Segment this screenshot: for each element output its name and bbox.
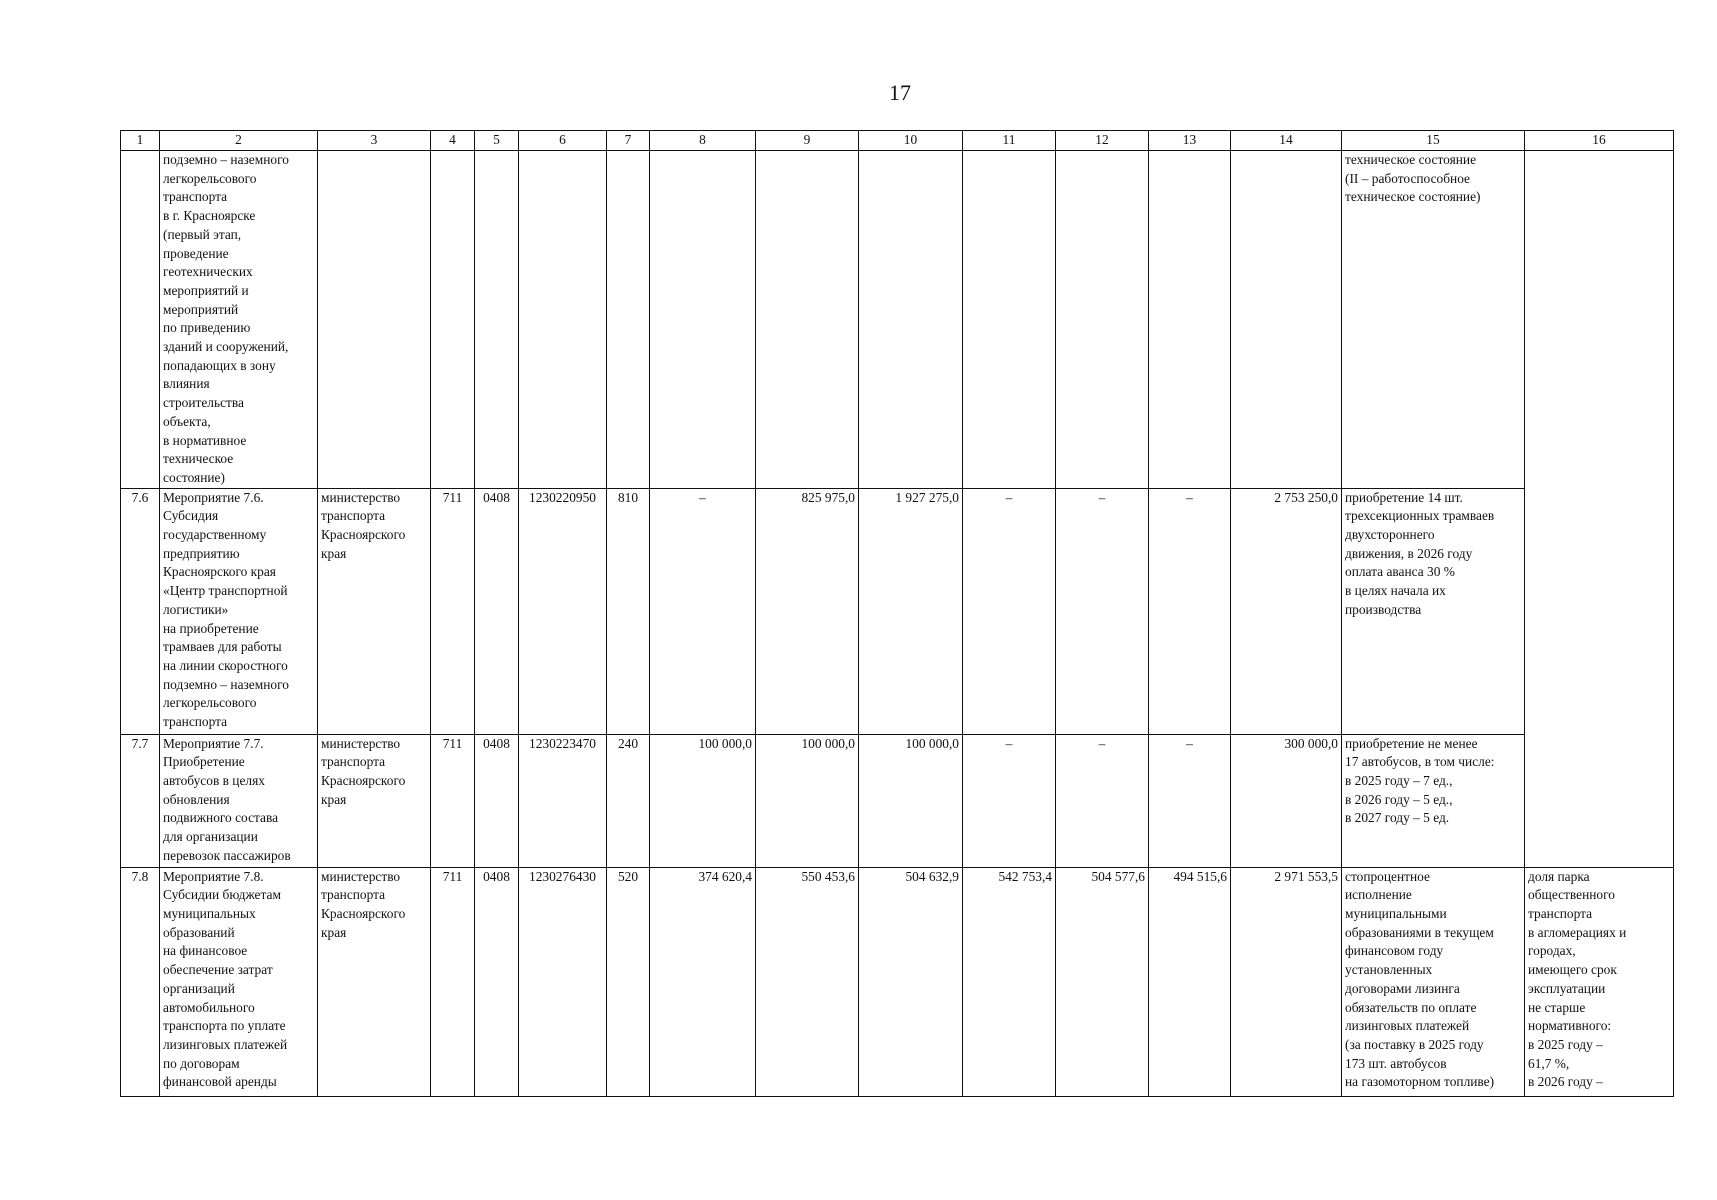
csr-code: 1230276430 xyxy=(519,867,607,1096)
column-header: 5 xyxy=(475,131,519,151)
amount-col-8 xyxy=(650,151,756,489)
column-header: 3 xyxy=(318,131,431,151)
expected-result: приобретение 14 шт. трехсекционных трамваев двухстороннего движения, в 2026 году оплата аванса 30 % в целях начала их производства xyxy=(1342,488,1525,734)
amount-col-11: – xyxy=(963,734,1056,867)
column-number-row xyxy=(121,131,1674,151)
expected-result: техническое состояние (II – работоспособное техническое состояние) xyxy=(1342,151,1525,489)
amount-col-12: 504 577,6 xyxy=(1056,867,1149,1096)
measure-description: Мероприятие 7.6. Субсидия государственному предприятию Красноярского края «Центр транспортной логистики» на приобретение трамваев для работы на линии скоростного подземно – наземного легкорельсового транспорта xyxy=(160,488,318,734)
table-row xyxy=(121,488,1674,734)
rz-pr-code: 0408 xyxy=(475,867,519,1096)
vr-code: 240 xyxy=(607,734,650,867)
vr-code xyxy=(607,151,650,489)
amount-total: 2 753 250,0 xyxy=(1231,488,1342,734)
amount-col-13: – xyxy=(1149,488,1231,734)
amount-total: 2 971 553,5 xyxy=(1231,867,1342,1096)
executor xyxy=(318,151,431,489)
amount-col-8: 374 620,4 xyxy=(650,867,756,1096)
amount-col-10: 100 000,0 xyxy=(859,734,963,867)
gr-bs-code: 711 xyxy=(431,488,475,734)
vr-code: 810 xyxy=(607,488,650,734)
amount-col-13 xyxy=(1149,151,1231,489)
amount-col-12: – xyxy=(1056,488,1149,734)
gr-bs-code: 711 xyxy=(431,867,475,1096)
column-header: 10 xyxy=(859,131,963,151)
gr-bs-code xyxy=(431,151,475,489)
measure-description: подземно – наземного легкорельсового транспорта в г. Красноярске (первый этап, проведение геотехнических мероприятий и мероприятий по приведению зданий и сооружений, попадающих в зону влияния строительства объекта, в нормативное техническое состояние) xyxy=(160,151,318,489)
row-number xyxy=(121,151,160,489)
executor: министерство транспорта Красноярского края xyxy=(318,488,431,734)
column-header: 12 xyxy=(1056,131,1149,151)
amount-col-13: – xyxy=(1149,734,1231,867)
table-row-continuation xyxy=(121,151,1674,489)
gr-bs-code: 711 xyxy=(431,734,475,867)
amount-col-9: 825 975,0 xyxy=(756,488,859,734)
column-header: 2 xyxy=(160,131,318,151)
rz-pr-code: 0408 xyxy=(475,734,519,867)
column-header: 9 xyxy=(756,131,859,151)
budget-table xyxy=(120,130,1674,1097)
amount-col-11: 542 753,4 xyxy=(963,867,1056,1096)
amount-total: 300 000,0 xyxy=(1231,734,1342,867)
table-row xyxy=(121,734,1674,867)
executor: министерство транспорта Красноярского края xyxy=(318,867,431,1096)
amount-col-9: 550 453,6 xyxy=(756,867,859,1096)
column-header: 13 xyxy=(1149,131,1231,151)
row-number: 7.7 xyxy=(121,734,160,867)
csr-code xyxy=(519,151,607,489)
csr-code: 1230223470 xyxy=(519,734,607,867)
amount-col-8: – xyxy=(650,488,756,734)
expected-result: приобретение не менее 17 автобусов, в том числе: в 2025 году – 7 ед., в 2026 году – 5 ед., в 2027 году – 5 ед. xyxy=(1342,734,1525,867)
column-header: 6 xyxy=(519,131,607,151)
amount-col-12: – xyxy=(1056,734,1149,867)
column-header: 16 xyxy=(1525,131,1674,151)
rz-pr-code xyxy=(475,151,519,489)
column-header: 15 xyxy=(1342,131,1525,151)
executor: министерство транспорта Красноярского края xyxy=(318,734,431,867)
csr-code: 1230220950 xyxy=(519,488,607,734)
expected-result: стопроцентное исполнение муниципальными образованиями в текущем финансовом году установленных договорами лизинга обязательств по оплате лизинговых платежей (за поставку в 2025 году 173 шт. автобусов на газомоторном топливе) xyxy=(1342,867,1525,1096)
measure-description: Мероприятие 7.8. Субсидии бюджетам муниципальных образований на финансовое обеспечение затрат организаций автомобильного транспорта по уплате лизинговых платежей по договорам финансовой аренды xyxy=(160,867,318,1096)
amount-col-13: 494 515,6 xyxy=(1149,867,1231,1096)
amount-col-11: – xyxy=(963,488,1056,734)
amount-total xyxy=(1231,151,1342,489)
amount-col-11 xyxy=(963,151,1056,489)
row-number: 7.6 xyxy=(121,488,160,734)
amount-col-9: 100 000,0 xyxy=(756,734,859,867)
vr-code: 520 xyxy=(607,867,650,1096)
target-indicator xyxy=(1525,488,1674,734)
row-number: 7.8 xyxy=(121,867,160,1096)
amount-col-8: 100 000,0 xyxy=(650,734,756,867)
column-header: 1 xyxy=(121,131,160,151)
column-header: 11 xyxy=(963,131,1056,151)
amount-col-9 xyxy=(756,151,859,489)
measure-description: Мероприятие 7.7. Приобретение автобусов в целях обновления подвижного состава для организации перевозок пассажиров xyxy=(160,734,318,867)
column-header: 4 xyxy=(431,131,475,151)
rz-pr-code: 0408 xyxy=(475,488,519,734)
amount-col-10: 504 632,9 xyxy=(859,867,963,1096)
amount-col-10 xyxy=(859,151,963,489)
page-number: 17 xyxy=(889,80,911,105)
amount-col-10: 1 927 275,0 xyxy=(859,488,963,734)
table-row xyxy=(121,867,1674,1096)
column-header: 14 xyxy=(1231,131,1342,151)
column-header: 8 xyxy=(650,131,756,151)
target-indicator: доля парка общественного транспорта в агломерациях и городах, имеющего срок эксплуатации не старше нормативного: в 2025 году – 61,7 %, в 2026 году – xyxy=(1525,867,1674,1096)
target-indicator xyxy=(1525,734,1674,867)
column-header: 7 xyxy=(607,131,650,151)
target-indicator xyxy=(1525,151,1674,489)
amount-col-12 xyxy=(1056,151,1149,489)
